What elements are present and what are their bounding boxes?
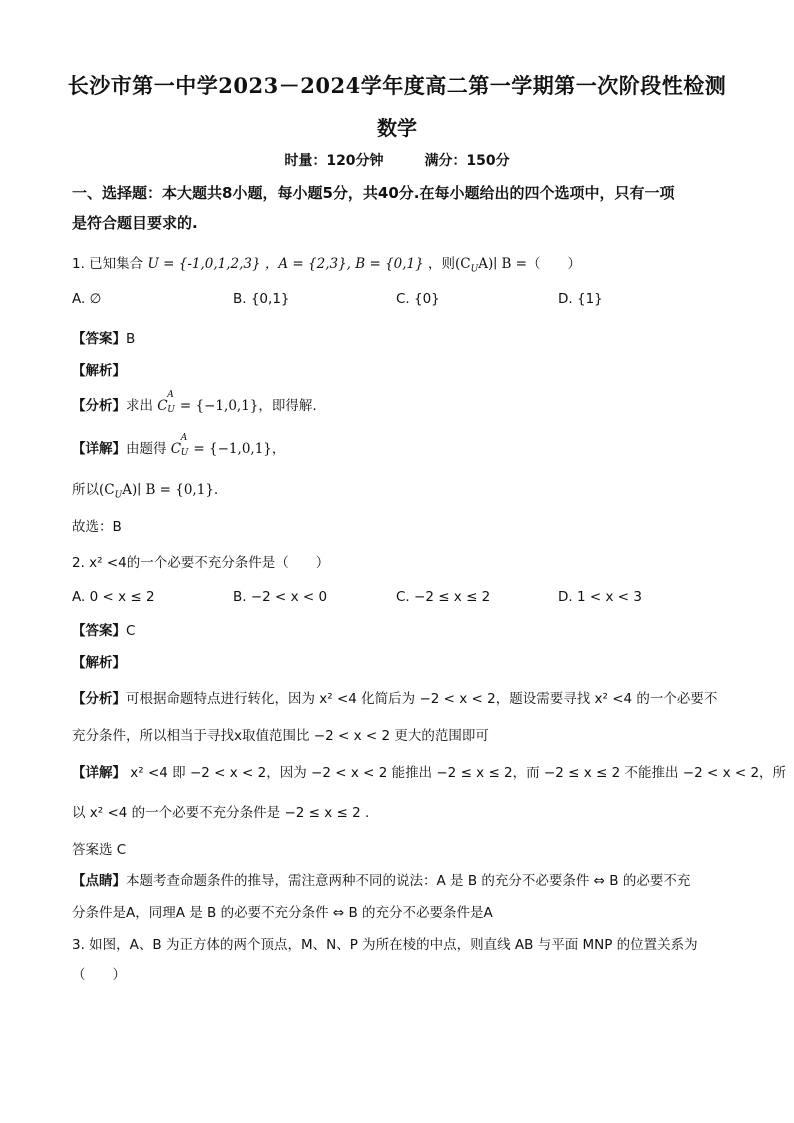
section-heading — [72, 178, 732, 238]
q2-dianjing-line-1: 【点睛】本题考查命题条件的推导，需注意两种不同的说法：A 是 B 的充分不必要条件 ⇔ B 的必要不充 — [72, 873, 691, 889]
q1-option-c: C. {0} — [396, 291, 440, 307]
q1-set-u: U = {-1,0,1,2,3} — [147, 256, 261, 272]
exam-subject: 数学 — [377, 116, 417, 140]
q1-analysis-tag: 【解析】 — [72, 363, 126, 379]
exam-meta — [0, 150, 794, 170]
q2-fenxi-line-2: 充分条件，所以相当于寻找x取值范围比 −2 < x < 2 更大的范围即可 — [72, 728, 489, 744]
q2-choose: 答案选 C — [72, 842, 127, 858]
q1-option-d: D. {1} — [558, 291, 603, 307]
q2-option-d: D. 1 < x < 3 — [558, 589, 642, 605]
complement-symbol: C A U — [157, 390, 175, 415]
q1-result: 所以$(C_UA)∣$ B = {0,1}. — [72, 482, 219, 501]
q3-stem-line-1: 3. 如图，A、B 为正方体的两个顶点，M、N、P 为所在棱的中点，则直线 AB 与平面 MNP 的位置关系为 — [72, 937, 698, 953]
section-line-1: 一、选择题：本大题共8小题，每小题5分，共40分.在每小题给出的四个选项中，只有一项 — [72, 184, 675, 202]
q1-stem: 1. 已知集合 U = {-1,0,1,2,3} ，A = {2,3}, B = {0,1} ，则$(C_UA)∣$ B =（ ） — [72, 256, 581, 275]
q2-option-c: C. −2 ≤ x ≤ 2 — [396, 589, 491, 605]
q1-choose: 故选：B — [72, 519, 122, 535]
q2-option-b: B. −2 < x < 0 — [233, 589, 328, 605]
q1-set-ab: ，A = {2,3}, B = {0,1} — [264, 256, 424, 272]
q2-option-a: A. 0 < x ≤ 2 — [72, 589, 155, 605]
q2-dianjing-line-2: 分条件是A，同理A 是 B 的必要不充分条件 ⇔ B 的充分不必要条件是A — [72, 905, 493, 921]
q2-fenxi-line-1: 【分析】可根据命题特点进行转化，因为 x² <4 化简后为 −2 < x < 2，题设需要寻找 x² <4 的一个必要不 — [72, 691, 718, 707]
q2-stem: 2. x² <4的一个必要不充分条件是（ ） — [72, 555, 330, 571]
q2-answer: 【答案】C — [72, 623, 136, 639]
q1-fenxi: 【分析】求出 C A U = {−1,0,1}，即得解. — [72, 390, 317, 415]
q3-stem-line-2: （ ） — [72, 967, 126, 983]
q2-analysis-tag: 【解析】 — [72, 655, 126, 671]
q2-xiangjie-line-2: 以 x² <4 的一个必要不充分条件是 −2 ≤ x ≤ 2 . — [72, 805, 370, 821]
time-label: 时量：120分钟 — [284, 153, 384, 169]
complement-symbol: C A U — [170, 433, 189, 458]
score-label: 满分：150分 — [424, 153, 510, 169]
exam-title: 长沙市第一中学2023－2024学年度高二第一学期第一次阶段性检测 — [67, 73, 727, 98]
q2-xiangjie-line-1: 【详解】 x² <4 即 −2 < x < 2，因为 −2 < x < 2 能推出 −2 ≤ x ≤ 2，而 −2 ≤ x ≤ 2 不能推出 −2 < x < 2，所 — [72, 765, 787, 781]
section-line-2: 是符合题目要求的. — [72, 214, 198, 232]
q1-answer: 【答案】B — [72, 331, 136, 347]
q1-option-b: B. {0,1} — [233, 291, 290, 307]
q1-option-a: A. ∅ — [72, 291, 102, 307]
q1-xiangjie: 【详解】由题得 C A U = {−1,0,1}， — [72, 433, 286, 458]
